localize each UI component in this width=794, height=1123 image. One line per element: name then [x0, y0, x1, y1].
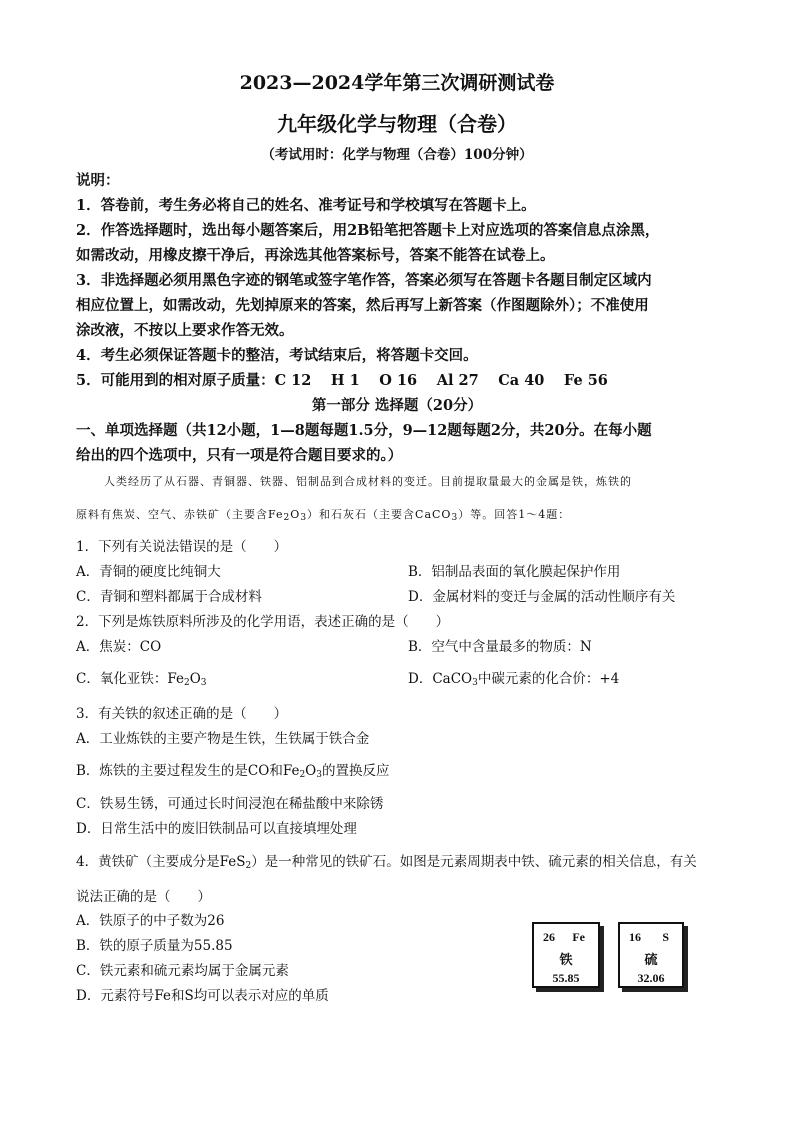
instruction-line: 相应位置上，如需改动，先划掉原来的答案，然后再写上新答案（作图题除外）；不准使用	[76, 297, 649, 314]
element-symbol: Fe	[572, 930, 585, 944]
q2-option-d: D．CaCO$_3$中碳元素的化合价：+4	[408, 671, 620, 688]
instruction-line: 4．考生必须保证答题卡的整洁，考试结束后，将答题卡交回。	[76, 347, 478, 364]
part1-heading: 第一部分 选择题（20分）	[311, 397, 483, 414]
question-4-stem: 4．黄铁矿（主要成分是FeS$_2$）是一种常见的铁矿石。如图是元素周期表中铁、硫元素的相关信息，有关	[76, 854, 697, 871]
exam-title: 2023—2024学年第三次调研测试卷	[239, 72, 555, 94]
passage-line: 原料有焦炭、空气、赤铁矿（主要含$Fe_2O_3$）和石灰石（主要含CaCO$_3$）等。回答1～4题：	[76, 508, 571, 523]
instructions-heading: 说明：	[76, 172, 120, 189]
section-instruction: 一、单项选择题（共12小题，1—8题每题1.5分，9—12题每题2分，共20分。在每小题	[76, 422, 652, 439]
question-1-stem: 1．下列有关说法错误的是（ ）	[76, 539, 288, 555]
question-2-stem: 2．下列是炼铁原料所涉及的化学用语，表述正确的是（ ）	[76, 614, 450, 630]
q3-option-a: A．工业炼铁的主要产物是生铁，生铁属于铁合金	[76, 731, 370, 747]
element-name: 铁	[559, 952, 573, 967]
question-4-stem-continued: 说法正确的是（ ）	[76, 889, 211, 905]
q4-option-d: D．元素符号Fe和S均可以表示对应的单质	[76, 988, 329, 1004]
element-cell-s	[618, 922, 684, 988]
instruction-line: 如需改动，用橡皮擦干净后，再涂选其他答案标号，答案不能答在试卷上。	[76, 247, 555, 264]
q3-option-d: D．日常生活中的废旧铁制品可以直接填埋处理	[76, 821, 357, 837]
instruction-line: 涂改液，不按以上要求作答无效。	[76, 322, 294, 339]
q4-option-c: C．铁元素和硫元素均属于金属元素	[76, 963, 289, 979]
atomic-number: 16	[629, 930, 641, 944]
instruction-line: 3．非选择题必须用黑色字迹的钢笔或签字笔作答，答案必须写在答题卡各题目制定区域内	[76, 272, 652, 289]
q3-option-b: B．炼铁的主要过程发生的是CO和$Fe_2O_3$的置换反应	[76, 763, 390, 780]
q2-option-b: B．空气中含量最多的物质：N	[408, 639, 592, 655]
q4-option-b: B．铁的原子质量为55.85	[76, 938, 233, 954]
q1-option-b: B．铝制品表面的氧化膜起保护作用	[408, 564, 621, 580]
instruction-line: 2．作答选择题时，选出每小题答案后，用2B铅笔把答题卡上对应选项的答案信息点涂黑，	[76, 222, 660, 239]
question-3-stem: 3．有关铁的叙述正确的是（ ）	[76, 706, 288, 722]
exam-time: （考试用时：化学与物理（合卷）100分钟）	[261, 147, 533, 163]
q1-option-c: C．青铜和塑料都属于合成材料	[76, 589, 262, 605]
atomic-mass: 32.06	[637, 971, 665, 985]
element-symbol: S	[662, 930, 669, 944]
q2-option-c: C．氧化亚铁：$Fe_2O_3$	[76, 671, 207, 688]
instruction-line: 5．可能用到的相对原子质量：C 12 H 1 O 16 Al 27 Ca 40 Fe 56	[76, 372, 608, 389]
q2-option-a: A．焦炭：CO	[76, 639, 162, 655]
section-instruction: 给出的四个选项中，只有一项是符合题目要求的。）	[76, 447, 403, 464]
q1-option-d: D．金属材料的变迁与金属的活动性顺序有关	[408, 589, 676, 605]
q1-option-a: A．青铜的硬度比纯铜大	[76, 564, 221, 580]
exam-subtitle: 九年级化学与物理（合卷）	[277, 112, 517, 136]
atomic-number: 26	[543, 930, 555, 944]
q4-option-a: A．铁原子的中子数为26	[76, 913, 225, 929]
atomic-mass: 55.85	[552, 971, 580, 985]
element-name: 硫	[644, 952, 658, 967]
passage-line: 人类经历了从石器、青铜器、铁器、铝制品到合成材料的变迁。目前提取量最大的金属是铁，炼铁的	[104, 475, 632, 488]
q3-option-c: C．铁易生锈，可通过长时间浸泡在稀盐酸中来除锈	[76, 796, 384, 812]
element-cell-fe	[532, 922, 600, 988]
instruction-line: 1．答卷前，考生务必将自己的姓名、准考证号和学校填写在答题卡上。	[76, 197, 536, 214]
